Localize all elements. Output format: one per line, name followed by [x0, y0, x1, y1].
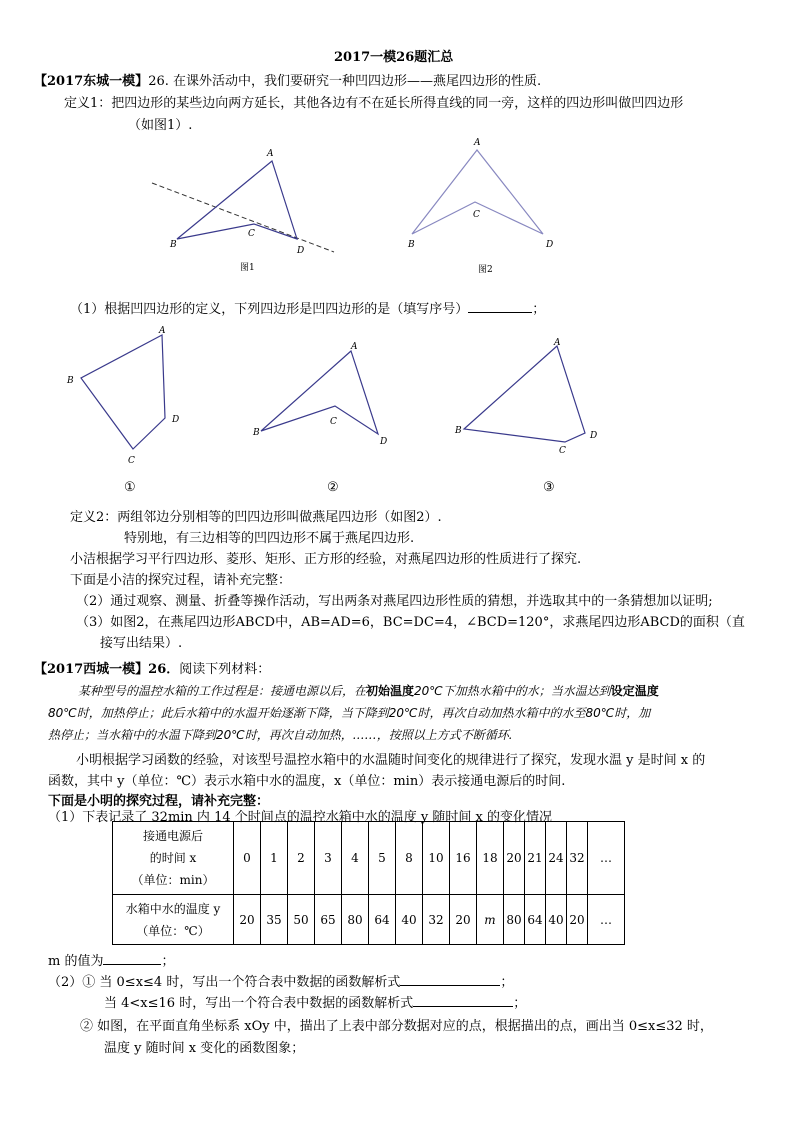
table-cell-y: 64: [525, 895, 546, 945]
fig1-label-d: D: [297, 246, 305, 256]
table-cell-x: 18: [477, 822, 504, 895]
table-cell-x: 0: [234, 822, 261, 895]
question-3-cont: 接写出结果）.: [100, 636, 183, 651]
function-question-b-text: 当 4<x≤16 时，写出一个符合表中数据的函数解析式: [104, 996, 414, 1011]
table-cell-x: 2: [288, 822, 315, 895]
option-3-label-b: B: [455, 426, 462, 436]
xicheng-tag: 【2017西城一模】26．: [34, 662, 180, 677]
graph-question-cont: 温度 y 随时间 x 变化的函数图象；: [104, 1041, 305, 1056]
table-cell-x: 4: [342, 822, 369, 895]
fig2-label-a: A: [474, 138, 481, 148]
xiaoming-process-heading: 下面是小明的探究过程，请补充完整：: [48, 794, 270, 809]
definition-1: 定义1：把四边形的某些边向两方延长，其他各边有不在延长所得直线的同一旁，这样的四边形叫做凹四边形: [64, 96, 684, 111]
dongcheng-intro-line: [34, 70, 541, 89]
answer-blank-1[interactable]: [468, 300, 532, 313]
figure-2: [400, 132, 560, 277]
material-set-temp: 设定温度: [610, 684, 659, 698]
fig2-label-d: D: [546, 240, 554, 250]
fig1-caption: 图1: [240, 263, 255, 273]
function-answer-blank-1[interactable]: [400, 973, 500, 986]
table-cell-x: 20: [504, 822, 525, 895]
table-cell-y: 35: [261, 895, 288, 945]
table-cell-y: 20: [234, 895, 261, 945]
table-header-temperature: [113, 895, 234, 945]
paragraph-process: 下面是小洁的探究过程，请补充完整：: [70, 573, 292, 588]
dongcheng-qnum: 26.: [148, 74, 169, 89]
table-cell-y-m: m: [477, 895, 504, 945]
option-1-label-a: A: [159, 326, 166, 336]
option-1-shape: [81, 335, 165, 449]
table-cell-y: 80: [342, 895, 369, 945]
option-1-label-b: B: [67, 376, 74, 386]
option-2-label-b: B: [253, 428, 260, 438]
option-1-label-c: C: [128, 456, 135, 466]
table-header-time-line-3: （单位：min）: [131, 873, 215, 887]
table-cell-x: 16: [450, 822, 477, 895]
table-header-time-line-2: 的时间 x: [149, 851, 197, 865]
table-cell-y: 40: [396, 895, 423, 945]
question-3: （3）如图2，在燕尾四边形ABCD中，AB=AD=6，BC=DC=4，∠BCD=120°，求燕尾四边形ABCD的面积（直: [76, 615, 745, 630]
table-cell-y: 20: [567, 895, 588, 945]
xicheng-intro-line: [34, 658, 270, 677]
m-value-line: [48, 950, 174, 969]
fig2-dart: [412, 150, 543, 234]
table-cell-x: 3: [315, 822, 342, 895]
question-1-end: ；: [532, 302, 546, 317]
option-number-1: ①: [124, 480, 136, 495]
xiaoming-paragraph-2: 函数，其中 y（单位：℃）表示水箱中水的温度，x（单位：min）表示接通电源后的时间.: [48, 774, 566, 789]
table-cell-y: 20: [450, 895, 477, 945]
function-question-b: [104, 992, 526, 1011]
option-3-shape: [464, 346, 585, 442]
figure-1: [140, 140, 350, 280]
option-2-label-a: A: [351, 342, 358, 352]
table-cell-y: 32: [423, 895, 450, 945]
table-cell-y: 65: [315, 895, 342, 945]
m-answer-blank[interactable]: [103, 952, 161, 965]
dongcheng-intro: 在课外活动中，我们要研究一种凹四边形——燕尾四边形的性质.: [173, 74, 542, 89]
graph-question: ② 如图，在平面直角坐标系 xOy 中，描出了上表中部分数据对应的点，根据描出的点，画出当 0≤x≤32 时，: [80, 1019, 713, 1034]
table-header-time: [113, 822, 234, 895]
temperature-table: [112, 821, 625, 945]
option-number-2: ②: [327, 480, 339, 495]
definition-2-note: 特别地，有三边相等的凹四边形不属于燕尾四边形.: [124, 531, 415, 546]
table-row-time: [113, 822, 625, 895]
function-question-b-end: ；: [513, 996, 527, 1011]
fig1-quadrilateral: [177, 161, 297, 239]
definition-1-cont: （如图1）.: [128, 118, 193, 133]
option-1-label-d: D: [172, 415, 180, 425]
material-line-2: 80℃时，加热停止；此后水箱中的水温开始逐渐下降，当下降到20℃时，再次自动加热水箱中的水至80℃时，加: [48, 706, 651, 720]
table-row-temperature: [113, 895, 625, 945]
option-3-label-a: A: [554, 338, 561, 348]
option-2-label-d: D: [380, 437, 388, 446]
question-2: （2）通过观察、测量、折叠等操作活动，写出两条对燕尾四边形性质的猜想，并选取其中的一条猜想加以证明;: [76, 594, 713, 609]
paragraph-xiaojie: 小洁根据学习平行四边形、菱形、矩形、正方形的经验，对燕尾四边形的性质进行了探究.: [70, 552, 582, 567]
m-value-end: ；: [161, 954, 175, 969]
table-cell-y: 64: [369, 895, 396, 945]
function-question-a: [48, 971, 513, 990]
option-figure-2: [248, 336, 398, 446]
table-cell-x: 24: [546, 822, 567, 895]
question-1-text: （1）根据凹四边形的定义，下列四边形是凹四边形的是（填写序号）: [70, 302, 469, 317]
table-cell-x: 32: [567, 822, 588, 895]
table-cell-x: 8: [396, 822, 423, 895]
option-2-label-c: C: [330, 417, 337, 427]
option-figure-1: [60, 324, 190, 474]
question-1: [70, 298, 545, 317]
table-cell-x: 1: [261, 822, 288, 895]
table-cell-y: 50: [288, 895, 315, 945]
fig1-label-c: C: [248, 229, 255, 239]
m-value-text: m 的值为: [48, 954, 104, 969]
material-initial-temp: 初始温度: [366, 684, 415, 698]
fig1-label-a: A: [267, 149, 274, 159]
table-header-temp-line-2: （单位：℃）: [136, 923, 210, 938]
fig2-label-b: B: [408, 240, 415, 250]
option-figure-3: [450, 334, 610, 454]
fig1-label-b: B: [170, 240, 177, 250]
table-cell-y: 40: [546, 895, 567, 945]
page-title: 2017一模26题汇总: [334, 50, 454, 65]
table-cell-x: 21: [525, 822, 546, 895]
dongcheng-tag: 【2017东城一模】: [34, 74, 149, 89]
fig2-caption: 图2: [478, 265, 493, 275]
fig1-extension-line: [152, 183, 334, 252]
table-cell-y: …: [588, 895, 625, 945]
function-answer-blank-2[interactable]: [413, 994, 513, 1007]
table-header-time-line-1: 接通电源后: [142, 829, 203, 843]
xicheng-intro: 阅读下列材料：: [179, 662, 271, 677]
material-line-1: [78, 682, 659, 699]
table-cell-y: 80: [504, 895, 525, 945]
option-3-label-d: D: [590, 431, 598, 441]
material-text-1a: 某种型号的温控水箱的工作过程是：接通电源以后，在: [78, 684, 367, 698]
option-2-shape: [261, 351, 378, 434]
table-question: （1）下表记录了 32min 内 14 个时间点的温控水箱中水的温度 y 随时间 x 的变化情况: [48, 810, 552, 825]
table-cell-x: 5: [369, 822, 396, 895]
xiaoming-paragraph-1: 小明根据学习函数的经验，对该型号温控水箱中的水温随时间变化的规律进行了探究，发现水温 y 是时间 x 的: [76, 753, 706, 768]
table-cell-x: …: [588, 822, 625, 895]
material-text-1c: 20℃下加热水箱中的水；当水温达到: [414, 684, 611, 698]
material-line-3: 热停止；当水箱中的水温下降到20℃时，再次自动加热，……，按照以上方式不断循环.: [48, 728, 513, 742]
option-number-3: ③: [543, 480, 555, 495]
definition-2: 定义2：两组邻边分别相等的凹四边形叫做燕尾四边形（如图2）.: [70, 510, 442, 525]
table-cell-x: 10: [423, 822, 450, 895]
table-header-temp-line-1: 水箱中水的温度 y: [125, 901, 221, 916]
option-3-label-c: C: [559, 446, 566, 454]
function-question-a-text: （2）① 当 0≤x≤4 时，写出一个符合表中数据的函数解析式: [48, 975, 401, 990]
function-question-a-end: ；: [500, 975, 514, 990]
fig2-label-c: C: [473, 210, 480, 220]
